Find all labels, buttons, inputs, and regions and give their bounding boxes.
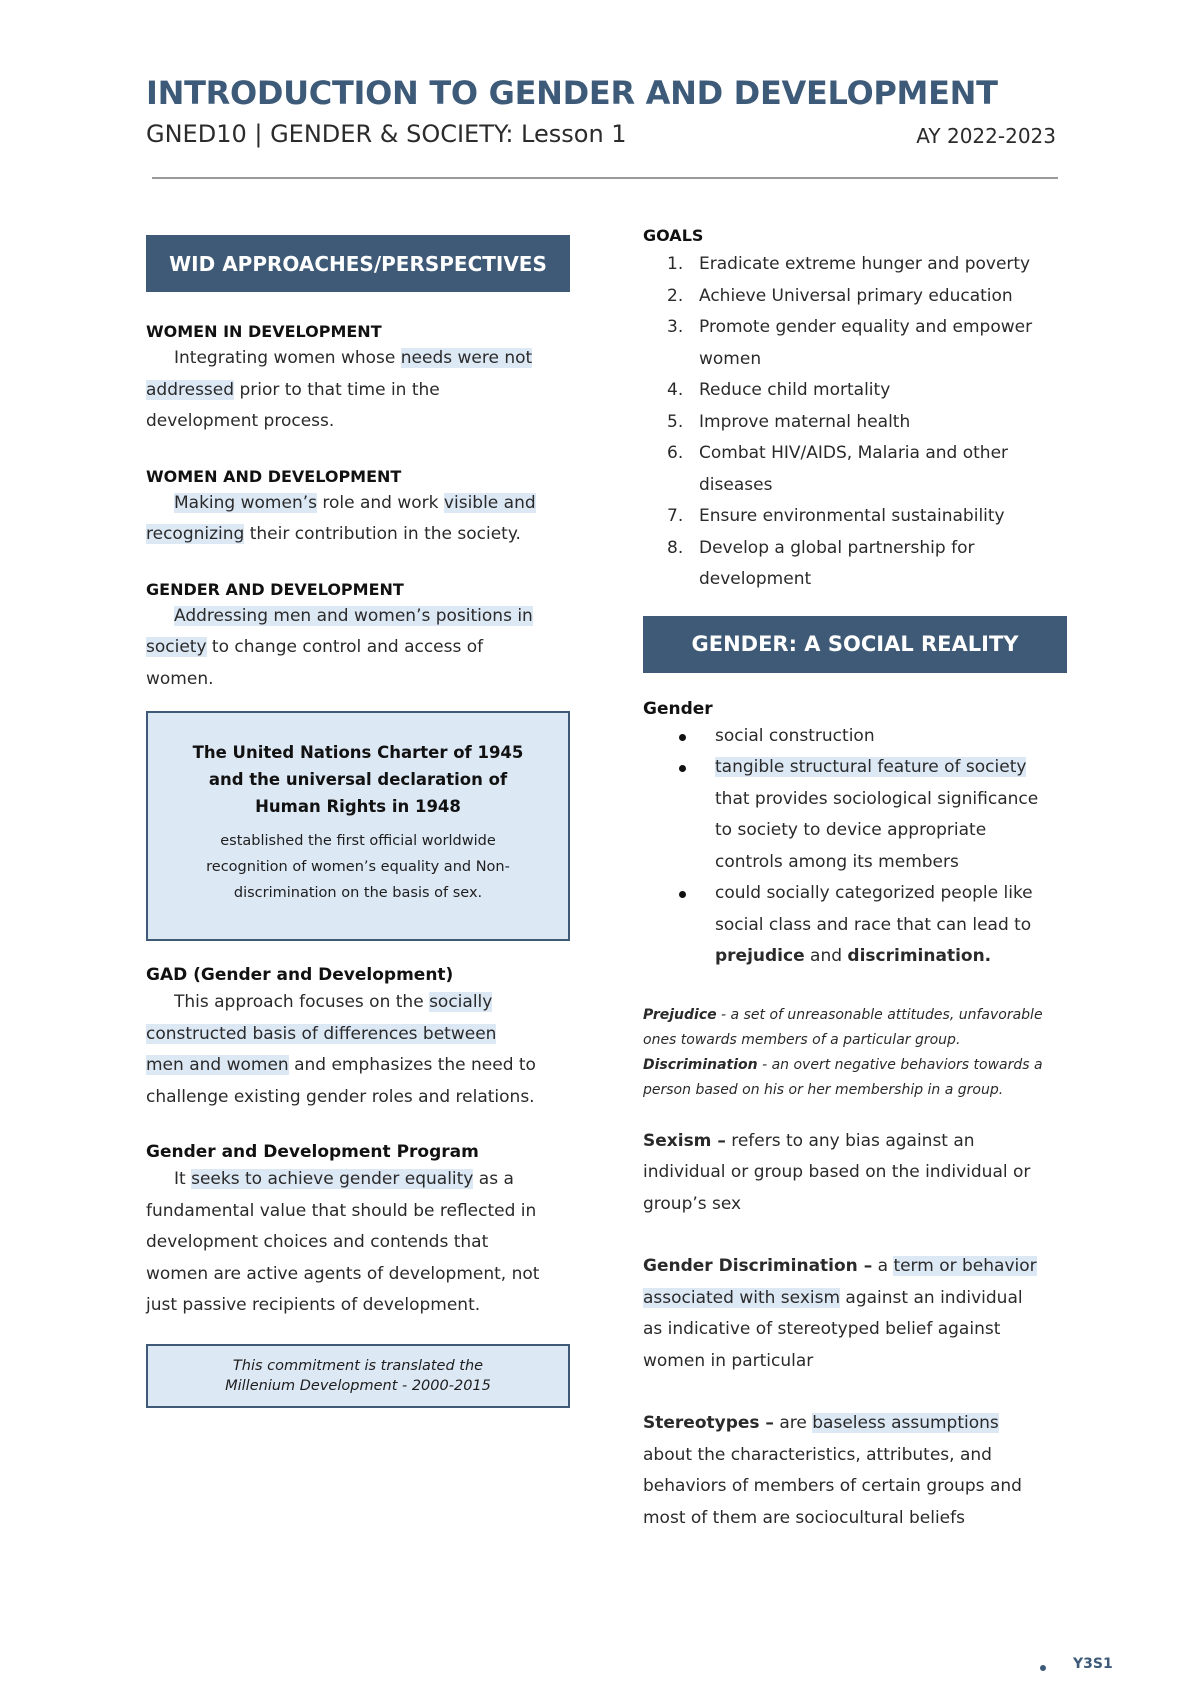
highlight: Making women’s: [174, 492, 317, 513]
highlight: Addressing men and women’s positions in: [174, 605, 533, 626]
gad-section: [146, 580, 570, 696]
highlight: term or behavior: [893, 1256, 1037, 1276]
sexism-definition: Sexism – refers to any bias against an individual or group based on the individual or group’s sex: [643, 1130, 1031, 1214]
page-title: INTRODUCTION TO GENDER AND DEVELOPMENT: [146, 74, 998, 112]
goal-text: Improve maternal health: [699, 411, 911, 432]
goal-text: diseases: [699, 474, 773, 495]
gad-text: Addressing men and women’s positions in society to change control and access of women.: [146, 605, 533, 689]
gender-heading: Gender: [643, 698, 713, 719]
gad-program-section: [146, 1142, 570, 1322]
wad-heading: WOMEN AND DEVELOPMENT: [146, 466, 402, 486]
highlight: needs were not: [400, 348, 533, 368]
sexism-term: Sexism –: [643, 1130, 726, 1151]
goals-list: [643, 249, 1073, 596]
wid-section: [146, 322, 570, 438]
un-charter-body: established the first official worldwide recognition of women’s equality and Non-discrimination on the basis of sex.: [206, 833, 510, 901]
footer-bullet-icon: [1040, 1665, 1046, 1671]
goal-item: [643, 375, 1073, 407]
goal-number: 6.: [667, 443, 684, 463]
prejudice-term: Prejudice: [643, 1006, 717, 1023]
left-column: [146, 235, 570, 1408]
highlight: society: [146, 637, 207, 657]
goal-number: 4.: [667, 380, 684, 400]
bullet-icon: [679, 734, 686, 741]
list-item: social construction: [643, 721, 1073, 753]
academic-year: AY 2022-2023: [916, 124, 1056, 148]
goal-number: 1.: [667, 254, 684, 274]
footer-code: Y3S1: [1073, 1656, 1113, 1672]
highlight: baseless assumptions: [812, 1413, 999, 1433]
goal-number: 5.: [667, 411, 684, 432]
goal-text: Eradicate extreme hunger and poverty: [699, 254, 1031, 274]
goal-text: Achieve Universal primary education: [699, 285, 1013, 306]
stereotypes-definition: Stereotypes – are baseless assumptions about the characteristics, attributes, and behaviors of members of certain groups and most of them are sociocultural beliefs: [643, 1413, 1022, 1528]
highlight: associated with sexism: [643, 1287, 841, 1308]
stereotypes-term: Stereotypes –: [643, 1413, 774, 1433]
highlight: men and women: [146, 1055, 289, 1075]
wad-section: [146, 467, 570, 551]
gad-full-heading: GAD (Gender and Development): [146, 965, 454, 985]
highlight: socially: [429, 992, 493, 1012]
right-column: [643, 226, 1073, 1534]
gad-full-text: This approach focuses on the socially constructed basis of differences between men and women and emphasizes the need to challenge existing gender roles and relations.: [146, 992, 536, 1107]
bullet-icon: [679, 891, 686, 898]
list-item: could socially categorized people like social class and race that can lead to prejudice and discrimination.: [643, 878, 1073, 973]
highlight: visible and: [443, 492, 536, 513]
wid-approaches-banner: WID APPROACHES/PERSPECTIVES: [146, 235, 570, 292]
bullet-icon: [679, 765, 686, 772]
gad-program-text: It seeks to achieve gender equality as a fundamental value that should be reflected in development choices and contends that women are active agents of development, not just passive recipients of development.: [146, 1169, 540, 1315]
course-code: GNED10: [146, 120, 247, 148]
goal-text: Develop a global partnership for: [699, 537, 975, 558]
definitions-block: Prejudice - a set of unreasonable attitudes, unfavorable ones towards members of a particular group. Discrimination - an overt negative behaviors towards a person based on his or her membership in a group.: [643, 1006, 1043, 1098]
highlight: recognizing: [146, 524, 245, 544]
wad-text: Making women’s role and work visible and recognizing their contribution in the society.: [146, 492, 536, 544]
gender-discrimination-definition: Gender Discrimination – a term or behavior associated with sexism against an individual as indicative of stereotyped belief against women in particular: [643, 1256, 1037, 1371]
wid-text: Integrating women whose needs were not addressed prior to that time in the development process.: [146, 348, 533, 431]
course-subtitle: [146, 120, 627, 148]
goals-heading: GOALS: [643, 226, 704, 245]
commitment-line-1: This commitment is translated the: [232, 1357, 484, 1374]
goal-item: [643, 249, 1073, 281]
highlight: seeks to achieve gender equality: [191, 1169, 474, 1189]
goal-number: 8.: [667, 537, 684, 558]
goal-text: women: [699, 348, 762, 369]
goal-item: [643, 533, 1073, 596]
highlight: constructed basis of differences between: [146, 1023, 497, 1044]
commitment-line-2: Millenium Development - 2000-2015: [225, 1377, 491, 1394]
commitment-box: [146, 1344, 570, 1408]
gad-program-heading: Gender and Development Program: [146, 1142, 479, 1162]
goal-item: [643, 501, 1073, 533]
goal-text: Ensure environmental sustainability: [699, 506, 1005, 526]
goal-text: development: [699, 569, 812, 589]
un-charter-title: The United Nations Charter of 1945 and the universal declaration of Human Rights in 1948: [192, 743, 524, 816]
goal-text: Combat HIV/AIDS, Malaria and other: [699, 443, 1009, 463]
list-item: tangible structural feature of society that provides sociological significance to society to device appropriate controls among its members: [643, 752, 1073, 878]
goal-item: [643, 312, 1073, 375]
gad-full-section: [146, 965, 570, 1113]
header-divider: [152, 177, 1058, 179]
goal-text: Promote gender equality and empower: [699, 317, 1033, 337]
social-reality-banner: GENDER: A SOCIAL REALITY: [643, 616, 1067, 673]
goal-item: [643, 407, 1073, 439]
goal-number: 2.: [667, 285, 684, 306]
discrimination-term: Discrimination: [643, 1056, 758, 1073]
un-charter-box: [146, 711, 570, 941]
gender-discrimination-term: Gender Discrimination –: [643, 1256, 873, 1276]
wid-heading: WOMEN IN DEVELOPMENT: [146, 322, 382, 341]
course-name: | GENDER & SOCIETY: Lesson 1: [246, 120, 627, 148]
goal-item: [643, 438, 1073, 501]
goal-number: 7.: [667, 506, 684, 526]
highlight: addressed: [146, 379, 235, 400]
goal-text: Reduce child mortality: [699, 380, 891, 400]
gender-bullets: [643, 721, 1073, 973]
highlight: tangible structural feature of society: [715, 757, 1027, 777]
gad-heading: GENDER AND DEVELOPMENT: [146, 579, 404, 599]
goal-item: [643, 281, 1073, 313]
goal-number: 3.: [667, 317, 684, 337]
